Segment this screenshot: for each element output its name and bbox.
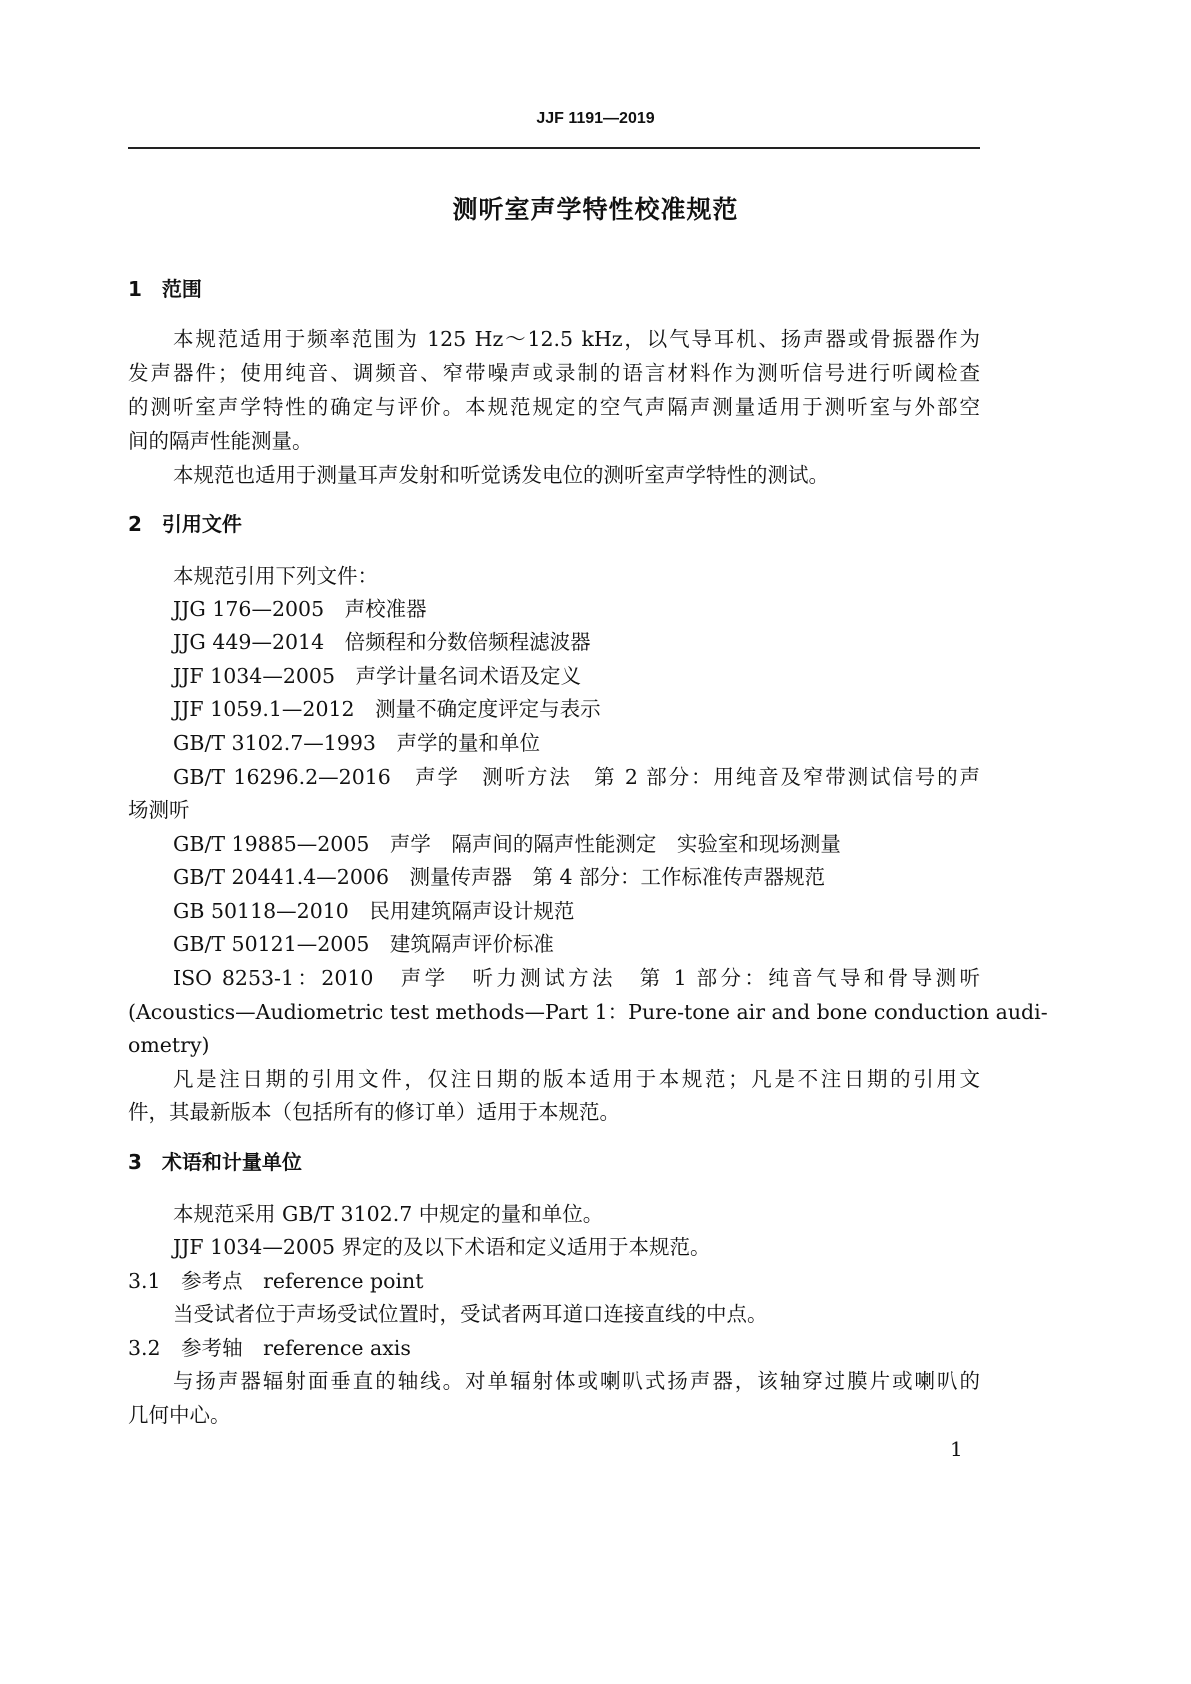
text-line: ISO 8253-1：2010 声学 听力测试方法 第 1 部分：纯音气导和骨导测听	[173, 966, 980, 990]
text-line: 与扬声器辐射面垂直的轴线。对单辐射体或喇叭式扬声器，该轴穿过膜片或喇叭的	[173, 1369, 980, 1393]
text-line: GB/T 50121—2005 建筑隔声评价标准	[173, 932, 554, 956]
header-rule	[128, 147, 980, 149]
text-line: GB/T 3102.7—1993 声学的量和单位	[173, 731, 540, 755]
text-line: JJG 176—2005 声校准器	[173, 597, 427, 621]
text-line: GB/T 19885—2005 声学 隔声间的隔声性能测定 实验室和现场测量	[173, 832, 841, 856]
text-line: 3.2 参考轴 reference axis	[128, 1336, 411, 1360]
text-line: GB/T 16296.2—2016 声学 测听方法 第 2 部分：用纯音及窄带测试信号的声	[173, 765, 980, 789]
text-line: 本规范采用 GB/T 3102.7 中规定的量和单位。	[173, 1202, 604, 1226]
text-line: 3.1 参考点 reference point	[128, 1269, 424, 1293]
text-line: JJF 1059.1—2012 测量不确定度评定与表示	[173, 697, 601, 721]
text-line: 发声器件；使用纯音、调频音、窄带噪声或录制的语言材料作为测听信号进行听阈检查	[128, 361, 980, 385]
text-line: (Acoustics—Audiometric test methods—Part 1：Pure-tone air and bone conduction audi-	[128, 1000, 1048, 1024]
section-heading: 2 引用文件	[128, 512, 242, 536]
text-line: 几何中心。	[128, 1403, 231, 1427]
text-line: 本规范也适用于测量耳声发射和听觉诱发电位的测听室声学特性的测试。	[173, 463, 829, 487]
text-line: ometry)	[128, 1033, 210, 1057]
text-line: GB 50118—2010 民用建筑隔声设计规范	[173, 899, 575, 923]
page-title: 测听室声学特性校准规范	[452, 195, 739, 224]
text-line: 本规范适用于频率范围为 125 Hz～12.5 kHz，以气导耳机、扬声器或骨振器作为	[173, 327, 980, 351]
text-line: 本规范引用下列文件：	[173, 564, 378, 588]
text-line: GB/T 20441.4—2006 测量传声器 第 4 部分：工作标准传声器规范	[173, 865, 826, 889]
page-number: 1	[950, 1437, 963, 1461]
text-line: JJG 449—2014 倍频程和分数倍频程滤波器	[173, 630, 591, 654]
text-line: 的测听室声学特性的确定与评价。本规范规定的空气声隔声测量适用于测听室与外部空	[128, 395, 980, 419]
text-line: 凡是注日期的引用文件，仅注日期的版本适用于本规范；凡是不注日期的引用文	[173, 1067, 980, 1091]
section-heading: 1 范围	[128, 277, 202, 301]
text-line: 间的隔声性能测量。	[128, 429, 313, 453]
text-line: 场测听	[128, 798, 190, 822]
text-line: JJF 1034—2005 界定的及以下术语和定义适用于本规范。	[173, 1235, 711, 1259]
running-header-doc-code: JJF 1191—2019	[536, 110, 655, 127]
section-heading: 3 术语和计量单位	[128, 1150, 302, 1174]
text-line: JJF 1034—2005 声学计量名词术语及定义	[173, 664, 582, 688]
text-line: 件，其最新版本（包括所有的修订单）适用于本规范。	[128, 1100, 620, 1124]
text-line: 当受试者位于声场受试位置时，受试者两耳道口连接直线的中点。	[173, 1302, 768, 1326]
